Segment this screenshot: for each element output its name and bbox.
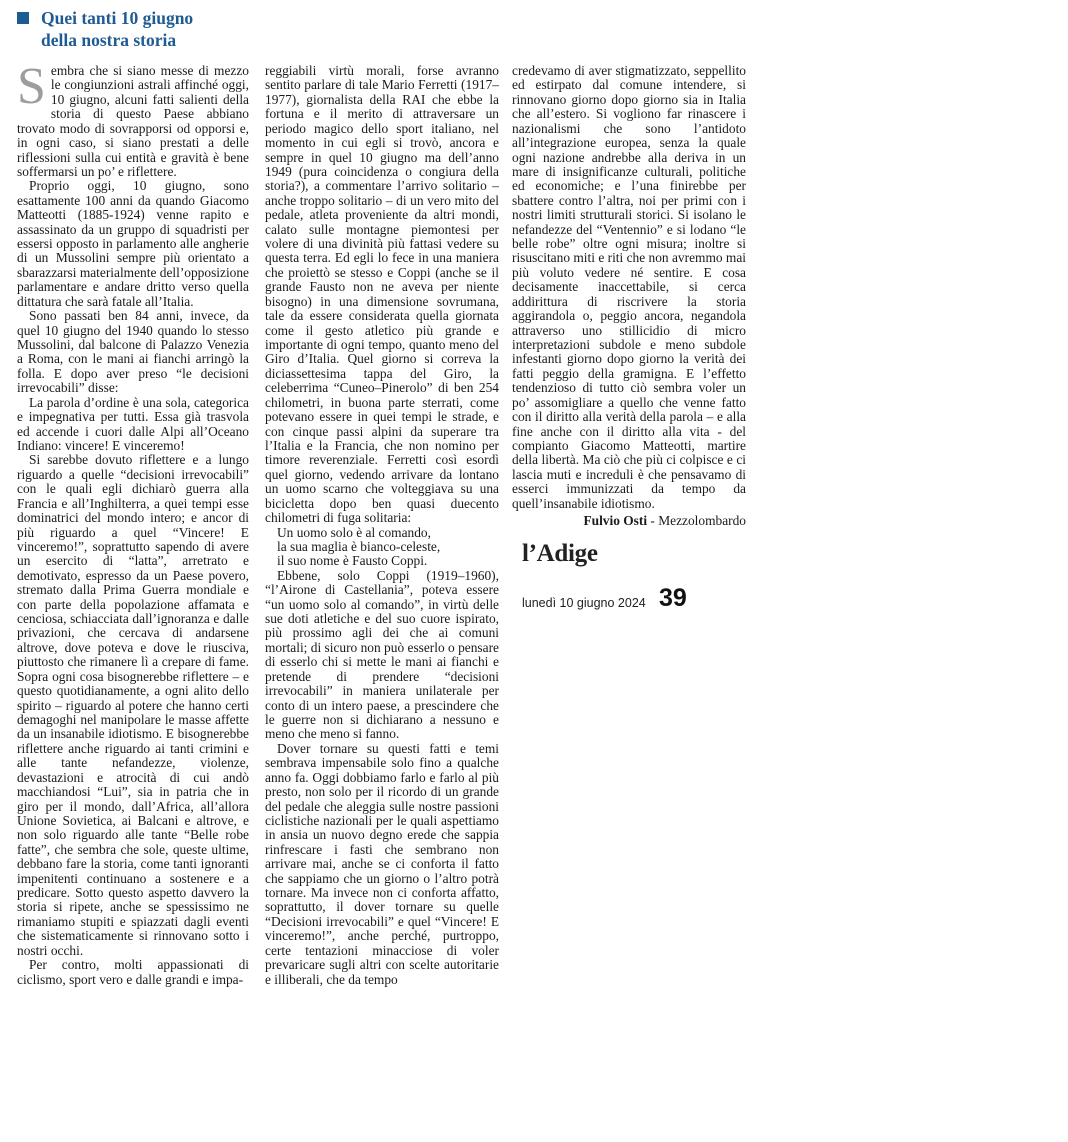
paragraph: Per contro, molti appassionati di ciclismo, sport vero e dalle grandi e impa- <box>17 957 249 987</box>
paragraph: reggiabili virtù morali, forse avranno sentito parlare di tale Mario Ferretti (1917–1977), giornalista della RAI che ebbe la fortuna e il merito di attraversare un periodo magico dello sport italiano, nel momento in cui egli si trovò, ancora e sempre in quel 10 giugno ma dell’anno 1949 (pura coincidenza o congiura della storia?), a commentare l’arrivo solitario – anche troppo solitario – di un vero mito del pedale, atleta proveniente da altri mondi, calato sulle montagne piemontesi per volere di una divinità più fattasi vedere su questa terra. Ed egli lo fece in una maniera che proiettò se stesso e Coppi (anche se il grande Fausto non ne aveva per niente bisogno) in una dimensione sovrumana, tale da essere considerata quella giornata come il gesto atletico più grande e importante di ogni tempo, quanto meno del Giro d’Italia. Quel giorno si correva la diciassettesima tappa del Giro, la celeberrima “Cuneo–Pinerolo” di ben 254 chilometri, in buona parte sterrati, come potevano essere in quei tempi le strade, e con cinque passi alpini da superare tra l’Italia e la Francia, che non nomino per timore reverenziale. Ferretti così esordì quel giorno, vedendo arrivare da lontano un uomo scarno che volteggiava su una bicicletta dopo ben quasi duecento chilometri di fuga solitaria: <box>265 63 499 526</box>
headline-line-2: della nostra storia <box>41 30 177 50</box>
headline-text <box>41 7 247 51</box>
article-column-2 <box>265 64 499 987</box>
paragraph: Si sarebbe dovuto riflettere e a lungo riguardo a quelle “decisioni irrevocabili” con le quali egli dichiarò guerra alla Francia e all’Inghilterra, a quei tempi esse dominatrici del mondo intero; e ancor di più riguardo a quel “Vincere! E vinceremo!”, soprattutto sapendo di avere un esercito di “latta”, arretrato e demotivato, espresso da un Paese povero, stremato dalla Prima Guerra mondiale e con parte della popolazione affamata e cenciosa, schiacciata dall’ignoranza e dalle privazioni, che cercava di andarsene altrove, dove poteva e dove le riusciva, piuttosto che rimanere lì a crepare di fame. Sopra ogni cosa bisognerebbe riflettere – e questo quotidianamente, a ogni alito dello spirito – riguardo al potere che hanno certi demagoghi nel manipolare le masse affette da un insanabile idiotismo. E bisognerebbe riflettere anche riguardo ai tanti crimini e alle tante nefandezze, violenze, devastazioni e atrocità di cui andò macchiandosi “Lui”, sia in patria che in giro per il mondo, dall’Africa, all’allora Unione Sovietica, ai Balcani e altrove, e non solo riguardo alle tante “Belle robe fatte”, che sembra che sole, queste ultime, debbano fare la storia, come tanti ignoranti impenitenti continuano a sostenere e a predicare. Sotto questo aspetto davvero la storia si ripete, anche se spessissimo ne rimaniamo stupiti e spiazzati dagli eventi che sistematicamente si rinnovano sotto i nostri occhi. <box>17 452 249 958</box>
quote-paragraph: La parola d’ordine è una sola, categorica e impegnativa per tutti. Essa già trasvola ed accende i cuori dalle Alpi all’Oceano Indiano: vincere! E vinceremo! <box>17 394 249 453</box>
verse-line: la sua maglia è bianco-celeste, <box>277 538 441 554</box>
paragraph: Sono passati ben 84 anni, invece, da quel 10 giugno del 1940 quando lo stesso Mussolini, dal balcone di Palazzo Venezia a Roma, con le mani ai fianchi arringò la folla. E dopo aver preso “le decisioni irrevocabili” disse: <box>17 308 249 396</box>
paragraph: Ebbene, solo Coppi (1919–1960), “l’Airone di Castellania”, poteva essere “un uomo solo al comando”, in virtù delle sue doti atletiche e del suo cuore ispirato, più prossimo agli dei che ai comuni mortali; di sicuro non può esserlo o pensare di esserlo chi si mette le mani ai fianchi e pretende di prendere “decisioni irrevocabili” in maniera unilaterale per conto di un intero paese, a prescindere che le guerre non si dichiarano a nessuno e meno che meno si fanno. <box>265 567 499 742</box>
signature <box>512 514 746 528</box>
paragraph: Proprio oggi, 10 giugno, sono esattamente 100 anni da quando Giacomo Matteotti (1885-1924) venne rapito e assassinato da un gruppo di squadristi per essersi opposto in parlamento alle angherie di un Mussolini sempre più orientato a sbarazzarsi materialmente dell’opposizione parlamentare e andare dritto verso quella dittatura che sarà fatale all’Italia. <box>17 178 250 309</box>
article-column-1 <box>17 58 250 987</box>
article-column-3 <box>512 64 746 529</box>
paragraph: credevamo di aver stigmatizzato, seppellito ed estirpato dal comune intendere, si rinnovano giorno dopo giorno sia in Italia che all’estero. Si vogliono far rinascere i nazionalismi che sono l’antidoto all’integrazione europea, senza la quale ogni nazione andrebbe alla deriva in un mare di insignificanze culturali, politiche ed economiche; e l’una finirebbe per sbattere contro l’altra, noi per primi con i nostri limiti strutturali storici. Si isolano le nefandezze del “Ventennio” e si lodano “le belle robe” oltre ogni misura; inoltre si risuscitano miti e riti che non avremmo mai più voluto vedere né sentire. E cosa decisamente inaccettabile, si cerca addirittura di riscrivere la storia aggirandola o, peggio ancora, negandola attraverso uno stillicidio di micro interpretazioni subdole e meno subdole infestanti giorno dopo giorno la verità dei fatti peggio della gramigna. E l’effetto tendenzioso di tutto ciò sembra voler un po’ assomigliare a quello che venne fatto con il diritto alla verità della parola – e alla fine anche con il diritto alla vita - del compianto Giacomo Matteotti, martire della libertà. Ma ciò che più ci colpisce e ci lascia muti e increduli è che pensavamo di esserci immunizzati da tempo da quell’insanabile idiotismo. <box>512 63 746 511</box>
paragraph: Dover tornare su questi fatti e temi sembrava impensabile solo fino a qualche anno fa. Oggi dobbiamo farlo e farlo al più presto, non solo per il ricordo di un grande del pedale che aleggia sulle nostre passioni ciclistiche nazionali per le quali aspettiamo in ansia un nuovo degno erede che sappia rinfrescare i fasti che sembrano non arrivare mai, anche se ci conforta il fatto che sappiamo che un giorno o l’altro potrà tornare. Ma invece non ci conforta affatto, soprattutto, il dover tornare su quelle “Decisioni irrevocabili” e quel “Vincere! E vinceremo!”, anche perché, purtroppo, certe tentazioni minacciose di voler prevaricare sugli altri con scelte autoritarie e illiberali, che da tempo <box>265 740 499 987</box>
article-headline <box>17 7 247 51</box>
signature-separator: - <box>647 513 659 529</box>
newspaper-masthead: l’Adige <box>522 540 598 567</box>
page-number: 39 <box>659 584 687 612</box>
paragraph <box>17 58 249 179</box>
headline-line-1: Quei tanti 10 giugno <box>41 8 194 28</box>
headline-square-icon <box>17 12 29 24</box>
signature-author: Fulvio Osti <box>583 513 648 529</box>
quoted-verse <box>265 526 499 569</box>
signature-place: Mezzolombardo <box>658 513 746 529</box>
drop-cap: S <box>17 58 46 115</box>
paragraph-text: embra che si siano messe di mezzo le congiunzioni astrali affinché oggi, 10 giugno, alcuni fatti salienti della storia di questo Paese abbiano trovato modo di sovrapporsi od opporsi e, in ogni caso, si siano prestati a delle riflessioni sulla cui entità e gravità è bene soffermarsi un po’ e riflettere. <box>17 63 249 179</box>
verse-line: il suo nome è Fausto Coppi. <box>277 553 428 569</box>
issue-date: lunedì 10 giugno 2024 <box>522 596 646 610</box>
verse-line: Un uomo solo è al comando, <box>277 524 431 540</box>
